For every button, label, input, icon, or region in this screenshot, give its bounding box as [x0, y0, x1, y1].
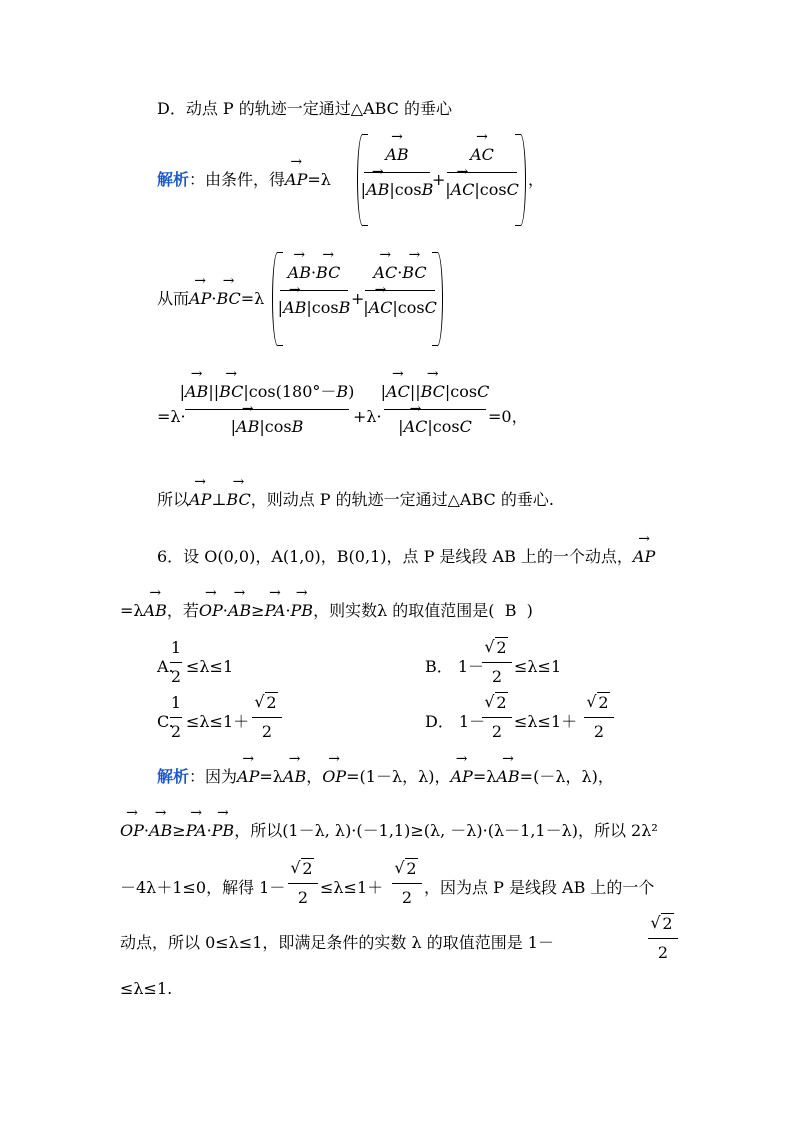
fraction: |→ AB||→ BC|cos(180°－B) |→ AB|cosB — [185, 381, 349, 438]
option-a: A. — [157, 657, 174, 676]
q6-solution-line5: ≤λ≤1. — [120, 979, 173, 998]
fraction: → AB·→ BC |→ AB|cosB — [280, 262, 348, 319]
q6-solution-line1: 解析：因为→ AP=λ→ AB，→ OP=(1－λ，λ)，→ AP=λ→ AB=(－λ，λ)， — [157, 766, 614, 788]
q6-solution-line4: 动点，所以 0≤λ≤1，即满足条件的实数 λ 的取值范围是 1－ — [120, 933, 554, 952]
right-paren — [432, 252, 443, 346]
option-c: C. — [157, 712, 174, 731]
q6-stem-line2: =λ→ AB，若→ OP·→ AB≥→ PA·→ PB，则实数λ 的取值范围是( B ) — [120, 600, 533, 622]
option-b: B． 1－ — [425, 657, 485, 676]
prev-analysis-line1: 解析：由条件，得→ AP=λ — [157, 169, 331, 191]
answer: B — [504, 601, 517, 620]
q6-solution-line2: → OP·→ AB≥→ PA·→ PB，所以(1－λ, λ)·(－1,1)≥(λ, －λ)·(λ－1,1－λ)，所以 2λ² — [120, 820, 658, 842]
fraction: → AC·→ BC |→ AC|cosC — [365, 262, 435, 319]
analysis-label: 解析 — [157, 170, 190, 189]
q6-stem-line1: 6．设 O(0,0)，A(1,0)，B(0,1)，点 P 是线段 AB 上的一个动点，→ AP — [157, 546, 655, 568]
fraction: → AC |→ AC|cosC — [447, 144, 517, 201]
q6-solution-line3: －4λ＋1≤0，解得 1－ — [120, 878, 286, 897]
fraction: |→ AC||→ BC|cosC |→ AC|cosC — [384, 381, 486, 438]
analysis-label: 解析 — [157, 767, 190, 786]
fraction: → AB |→ AB|cosB — [364, 144, 430, 201]
prev-conclusion: 所以→ AP⊥→ BC，则动点 P 的轨迹一定通过△ABC 的垂心. — [157, 489, 554, 511]
prev-from-line: 从而→ AP·→ BC=λ — [157, 288, 264, 310]
prev-option-d: D．动点 P 的轨迹一定通过△ABC 的垂心 — [157, 99, 453, 118]
right-paren — [515, 134, 526, 226]
option-d: D． 1－ — [425, 712, 486, 731]
